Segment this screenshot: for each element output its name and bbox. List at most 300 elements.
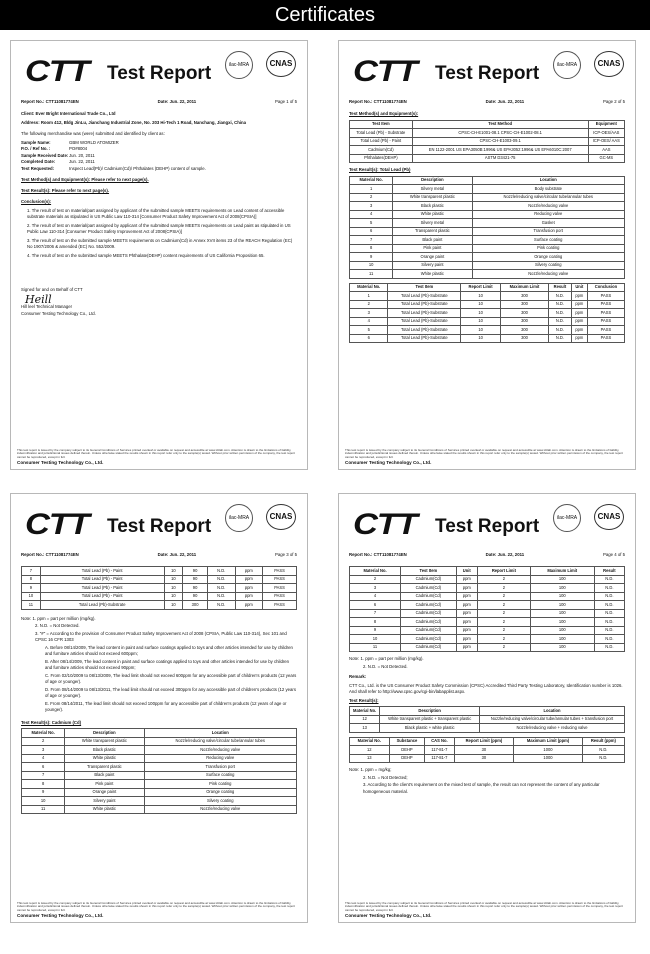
table-cell: Surface coating bbox=[472, 236, 625, 245]
ctt-logo: CTT bbox=[353, 55, 417, 88]
table-cell: Nozzle/reducing valve/circular tube/annular tubes + transfusion port bbox=[480, 715, 625, 724]
note-line: 2. N.D. = Not Detected. bbox=[35, 623, 80, 628]
table-cell: Silvery paint bbox=[393, 261, 472, 270]
table-cell: Total Lead (Pb) - Paint bbox=[40, 584, 164, 593]
table-cell: 4 bbox=[350, 210, 393, 219]
table-header-cell: Description bbox=[380, 707, 480, 716]
report-title: Test Report bbox=[435, 63, 540, 84]
table-cell: Total Lead (Pb) - Paint bbox=[350, 137, 413, 146]
table-header-cell: Material No. bbox=[350, 283, 388, 292]
table-cell: 10 bbox=[22, 592, 41, 601]
table-cell: Nozzle/reducing valve bbox=[472, 202, 625, 211]
table-cell: White plastic bbox=[65, 805, 144, 814]
table-cell: ppm bbox=[456, 601, 477, 610]
ilac-logo: ilac-MRA bbox=[225, 504, 253, 532]
table-cell: 2 bbox=[350, 193, 393, 202]
table-cell: 1000 bbox=[514, 754, 582, 763]
table-cell: N.D. bbox=[549, 334, 572, 343]
table-cell: N.D. bbox=[594, 609, 624, 618]
field-row: P.O. / Ref No. : PO#8004 bbox=[21, 146, 88, 151]
table-cell: Nozzle/reducing valve/circular tube/annular tubes bbox=[144, 737, 297, 746]
table-cell: ppm bbox=[235, 575, 262, 584]
table-cell: 8 bbox=[350, 244, 393, 253]
table-cell: ICP-OES/ AAS bbox=[588, 137, 624, 146]
table-cell: ppm bbox=[235, 592, 262, 601]
lead-results-table bbox=[349, 283, 625, 344]
note-line: 4. The result of test on the submitted sample MEETS Phthalate(DEHP) content requirements of US California Proposition 65. bbox=[27, 252, 265, 258]
table-cell: PASS bbox=[587, 326, 624, 335]
table-cell: White transparent plastic bbox=[65, 737, 144, 746]
report-title: Test Report bbox=[107, 516, 212, 537]
certificate-page-2[interactable] bbox=[338, 40, 636, 470]
field-row: Completed Date: Jun. 22, 2011 bbox=[21, 159, 95, 164]
table-cell: 7 bbox=[350, 609, 401, 618]
table-row bbox=[350, 253, 625, 262]
ilac-logo: ilac-MRA bbox=[553, 51, 581, 79]
table-row bbox=[350, 609, 625, 618]
table-header-cell: Material No. bbox=[350, 707, 380, 716]
table-cell: 30 bbox=[454, 746, 514, 755]
table-cell: 300 bbox=[500, 334, 548, 343]
table-cell: 1 bbox=[350, 292, 388, 301]
table-cell: Orange coating bbox=[144, 788, 297, 797]
table-header-cell: Substance bbox=[389, 737, 425, 746]
table-cell: PASS bbox=[263, 575, 297, 584]
table-cell: PASS bbox=[587, 309, 624, 318]
table-cell: 13 bbox=[350, 724, 380, 733]
table-cell: Silvery paint bbox=[65, 797, 144, 806]
report-header bbox=[11, 41, 307, 95]
table-header-cell: Test Item bbox=[401, 567, 457, 576]
table-cell: 7 bbox=[22, 771, 65, 780]
table-cell: Black plastic + white plastic bbox=[380, 724, 480, 733]
table-cell: 10 bbox=[461, 309, 501, 318]
table-cell: N.D. bbox=[594, 592, 624, 601]
table-cell: Pink coating bbox=[472, 244, 625, 253]
table-cell: 9 bbox=[22, 584, 41, 593]
table-row bbox=[350, 202, 625, 211]
table-cell: ppm bbox=[456, 584, 477, 593]
table-cell: Cadmium(Cd) bbox=[350, 146, 413, 155]
table-row bbox=[350, 227, 625, 236]
table-cell: N.D. bbox=[207, 592, 235, 601]
report-header bbox=[11, 494, 307, 548]
table-cell: 90 bbox=[183, 592, 208, 601]
table-cell: 100 bbox=[530, 618, 594, 627]
table-cell: Nozzle/reducing valve bbox=[144, 746, 297, 755]
table-header-cell: Test Method bbox=[412, 120, 588, 129]
table-row bbox=[22, 780, 297, 789]
table-cell: ppm bbox=[571, 317, 587, 326]
table-cell: PASS bbox=[587, 292, 624, 301]
note-line: 2. N.D. = Not Detected. bbox=[363, 663, 408, 669]
table-cell: N.D. bbox=[549, 300, 572, 309]
table-cell: Cadmium(Cd) bbox=[401, 584, 457, 593]
table-cell: Nozzle/reducing valve/circular tube/annular tubes bbox=[472, 193, 625, 202]
table-cell: 10 bbox=[164, 567, 183, 576]
table-cell: 10 bbox=[461, 326, 501, 335]
table-cell: N.D. bbox=[207, 584, 235, 593]
note-line: 3. "#" = According to the provision of Consumer Product Safety Improvement Act of 2008 (CPSIA, Public Law 110-314), Sec 101 and CPSC 16 CFR 1303 bbox=[35, 630, 287, 642]
table-row bbox=[350, 326, 625, 335]
table-header-cell: Material No. bbox=[22, 729, 65, 738]
table-row bbox=[350, 618, 625, 627]
note-line: Note: 1. ppm = part per million (mg/kg). bbox=[21, 615, 96, 621]
table-cell: Nozzle/reducing valve + reducing valve bbox=[480, 724, 625, 733]
table-cell: Total Lead (Pb)-Substrate bbox=[388, 326, 461, 335]
table-cell: 100 bbox=[530, 584, 594, 593]
note-line: Note: 1. ppm = mg/kg; bbox=[349, 767, 392, 772]
table-row bbox=[22, 797, 297, 806]
field-row: Test Requested: Inspect Lead(Pb)/ Cadmium(Cd)/ Phthalates (DEHP) content of sample. bbox=[21, 165, 206, 171]
table-cell: N.D. bbox=[207, 601, 235, 610]
table-row bbox=[350, 575, 625, 584]
table-cell: 11 bbox=[22, 805, 65, 814]
table-cell: White transparent plastic + transparent plastic bbox=[380, 715, 480, 724]
table-cell: Cadmium(Cd) bbox=[401, 609, 457, 618]
table-header-cell: Description bbox=[65, 729, 144, 738]
table-row bbox=[22, 567, 297, 576]
table-cell: 10 bbox=[461, 300, 501, 309]
table-cell: White plastic bbox=[393, 210, 472, 219]
table-cell: Black plastic bbox=[65, 746, 144, 755]
table-header-cell: Material No. bbox=[350, 567, 401, 576]
table-header-cell: Conclusion bbox=[587, 283, 624, 292]
table-header-row bbox=[350, 737, 625, 746]
table-cell: PASS bbox=[587, 334, 624, 343]
report-header bbox=[339, 494, 635, 548]
table-cell: Total Lead (Pb)-Substrate bbox=[40, 601, 164, 610]
table-cell: 5 bbox=[350, 326, 388, 335]
table-cell: Transfusion port bbox=[144, 763, 297, 772]
note-line: 1. The result of test on material/part assigned by applicant of the submitted sample MEETS requirements on Lead content of accessible substrate materials as stipulated in US Public Law 110-314 [Consumer Product Safety Improvement Act of 2008(CPSIA)] bbox=[27, 207, 285, 219]
table-cell: Silvery coating bbox=[144, 797, 297, 806]
table-cell: N.D. bbox=[582, 746, 624, 755]
table-cell: 100 bbox=[530, 609, 594, 618]
table-cell: PASS bbox=[587, 300, 624, 309]
table-cell: 10 bbox=[461, 292, 501, 301]
table-cell: Total Lead (Pb) - Paint bbox=[40, 575, 164, 584]
table-cell: N.D. bbox=[549, 309, 572, 318]
certificate-page-1[interactable] bbox=[10, 40, 308, 470]
table-cell: ppm bbox=[571, 326, 587, 335]
table-cell: N.D. bbox=[594, 584, 624, 593]
table-cell: ppm bbox=[456, 643, 477, 652]
table-cell: Cadmium(Cd) bbox=[401, 635, 457, 644]
certificate-page-3[interactable] bbox=[10, 493, 308, 923]
table-cell: ASTM D3421-75 bbox=[412, 154, 588, 163]
table-cell: 100 bbox=[530, 635, 594, 644]
report-meta: Report No.: CTT11081774EN Date: Jun. 22, 2011 Page 1 of 5 bbox=[21, 99, 297, 104]
table-cell: PASS bbox=[263, 592, 297, 601]
table-cell: 3 bbox=[22, 746, 65, 755]
ctt-logo: CTT bbox=[25, 508, 89, 541]
table-cell: 4 bbox=[350, 592, 401, 601]
table-cell: 10 bbox=[350, 261, 393, 270]
table-cell: Pink paint bbox=[65, 780, 144, 789]
table-row bbox=[350, 317, 625, 326]
table-cell: Reducing valve bbox=[144, 754, 297, 763]
table-cell: Silvery coating bbox=[472, 261, 625, 270]
table-cell: DEHP bbox=[389, 746, 425, 755]
table-cell: Total Lead (Pb)-Substrate bbox=[388, 292, 461, 301]
table-cell: 117-81-7 bbox=[425, 754, 454, 763]
table-cell: 6 bbox=[22, 763, 65, 772]
table-cell: Cadmium(Cd) bbox=[401, 618, 457, 627]
table-cell: ppm bbox=[456, 609, 477, 618]
table-row bbox=[22, 737, 297, 746]
table-cell: N.D. bbox=[594, 626, 624, 635]
table-row bbox=[350, 334, 625, 343]
table-header-cell: Material No. bbox=[350, 737, 390, 746]
table-cell: PASS bbox=[587, 317, 624, 326]
table-cell: Transparent plastic bbox=[393, 227, 472, 236]
table-cell: 2 bbox=[477, 575, 530, 584]
table-header-cell: Unit bbox=[571, 283, 587, 292]
table-row bbox=[22, 805, 297, 814]
report-title: Test Report bbox=[435, 516, 540, 537]
table-cell: Total Lead (Pb)-Substrate bbox=[388, 309, 461, 318]
note-line: D. From 08/14/2009 to 08/13/2011, The lead limit should not exceed 300ppm for any accessible part of children's products (12 years of age or younger). bbox=[45, 686, 296, 698]
cadmium-results-table bbox=[349, 566, 625, 652]
table-cell: Black plastic bbox=[393, 202, 472, 211]
table-row bbox=[350, 270, 625, 279]
table-cell: N.D. bbox=[549, 292, 572, 301]
table-row bbox=[350, 219, 625, 228]
table-cell: Transparent plastic bbox=[65, 763, 144, 772]
table-cell: 2 bbox=[477, 643, 530, 652]
table-row bbox=[22, 592, 297, 601]
table-cell: 3 bbox=[350, 309, 388, 318]
table-cell: 8 bbox=[350, 618, 401, 627]
table-cell: ICP-OES/AAS bbox=[588, 129, 624, 138]
table-row bbox=[350, 292, 625, 301]
table-row bbox=[350, 626, 625, 635]
table-cell: N.D. bbox=[207, 567, 235, 576]
field-row: Sample Received Date: Jun. 20, 2011 bbox=[21, 152, 95, 158]
table-cell: 1000 bbox=[514, 746, 582, 755]
table-cell: 300 bbox=[500, 326, 548, 335]
ilac-logo: ilac-MRA bbox=[225, 51, 253, 79]
table-row bbox=[350, 185, 625, 194]
table-cell: GC-MS bbox=[588, 154, 624, 163]
report-meta: Report No.: CTT11081774EN Date: Jun. 22, 2011 Page 2 of 5 bbox=[349, 99, 625, 104]
table-cell: 2 bbox=[477, 618, 530, 627]
page-body: Material No. Test Item Unit Report Limit Maximum Limit Result 2 Cadmium(Cd) ppm 2 100 N.D. 3 Cadmium(Cd) ppm 2 100 N.D. 4 Cadmium(Cd) ppm 2 100 N.D. 6 Cadmium(Cd) ppm 2 100 N.D. 7 Cadmium(Cd) ppm 2 100 N.D. 8 Cadmium(Cd) ppm 2 100 N.D. 9 Cadmium(Cd) ppm 2 100 N.D. 10 Cadmium(Cd) ppm 2 100 N.D. 11 Cadmium(Cd) ppm 2 100 N.D. Note: 1. ppm = part per million (mg/kg). 2. N.D. = Not Detected. Remark: CTT Co., Ltd. is the US Consumer Product Safety Commission (CPSC) Accredited Third Party Testing Laboratory, Identification number is 1026. And shall refer to http://www.cpsc.gov/cgi-bin/labapplist.aspx. Test Result(s): Material No. Description Location 12 White transparent plastic + transparent plastic Nozzle/reducing valve/circular tube/annular tubes + transfusion port 13 Black plastic + white plastic Nozzle/reducing valve + reducing valve Material No. Substance CAS No. Report Limit (ppm) Maximum Limit (ppm) Result (ppm) 12 DEHP 117-81-7 30 1000 N.D. 13 DEHP 117-81-7 30 1000 N.D. Note: 1. ppm = mg/kg; 2. N.D. = Not Detected; 3. According to the client's requirement on the mixed test of sample, the result can not represent the content of any particular homogeneous material. bbox=[349, 564, 625, 796]
note-line: C. From 02/10/2009 to 08/13/2009, The lead limit should not exceed 600ppm for any accessible part of children's products (12 years of age or younger). bbox=[45, 672, 297, 684]
table-cell: N.D. bbox=[594, 643, 624, 652]
table-cell: DEHP bbox=[389, 754, 425, 763]
lead-results-table bbox=[21, 566, 297, 610]
table-cell: 7 bbox=[350, 236, 393, 245]
table-cell: ppm bbox=[235, 601, 262, 610]
table-cell: 300 bbox=[500, 317, 548, 326]
table-cell: ppm bbox=[456, 618, 477, 627]
table-cell: 10 bbox=[350, 635, 401, 644]
table-cell: 10 bbox=[461, 317, 501, 326]
table-cell: 13 bbox=[350, 754, 390, 763]
table-cell: Surface coating bbox=[144, 771, 297, 780]
certificate-page-4[interactable] bbox=[338, 493, 636, 923]
table-cell: Total Lead (Pb)-Substrate bbox=[388, 334, 461, 343]
table-row bbox=[350, 746, 625, 755]
table-cell: ppm bbox=[571, 300, 587, 309]
table-header-cell: Result (ppm) bbox=[582, 737, 624, 746]
table-row bbox=[350, 146, 625, 155]
table-header-cell: Test Item bbox=[350, 120, 413, 129]
table-row bbox=[350, 154, 625, 163]
table-cell: 12 bbox=[350, 746, 390, 755]
table-header-cell: Maximum Limit bbox=[530, 567, 594, 576]
table-cell: 11 bbox=[22, 601, 41, 610]
note-line: B. After 08/14/2009, The lead content in paint and surface coatings applied to toys and other articles intended for use by children and furniture articles should not exceed 90ppm; bbox=[45, 658, 290, 670]
table-header-cell: Location bbox=[472, 176, 625, 185]
note-line: 2. N.D. = Not Detected; bbox=[363, 774, 408, 780]
ctt-logo: CTT bbox=[25, 55, 89, 88]
table-cell: N.D. bbox=[549, 317, 572, 326]
report-title: Test Report bbox=[107, 63, 212, 84]
table-header-row bbox=[350, 176, 625, 185]
table-cell: Black paint bbox=[393, 236, 472, 245]
footer: This test report is issued by the company subject to its General Conditions of Services printed overleaf or available on request and accessible at www.cttlab.com. Attention is drawn to the limitations of liability, indemnification and jurisdictional issues defined therein. Unless otherwise stated the results shown in this report refer only to the sample(s) tested. Without prior written permission of the company, the test report cannot be reproduced, except in full. Consumer Testing Technology Co., Ltd. bbox=[345, 900, 623, 919]
cnas-logo: CNAS bbox=[594, 504, 624, 530]
table-cell: N.D. bbox=[207, 575, 235, 584]
signature: Heill bbox=[25, 292, 52, 306]
table-cell: AAS bbox=[588, 146, 624, 155]
table-cell: N.D. bbox=[594, 601, 624, 610]
table-header-cell: Test Item bbox=[388, 283, 461, 292]
materials-table bbox=[349, 176, 625, 279]
table-cell: Gasket bbox=[472, 219, 625, 228]
table-cell: White plastic bbox=[393, 270, 472, 279]
table-cell: Phthalates(DEHP) bbox=[350, 154, 413, 163]
table-cell: PASS bbox=[263, 601, 297, 610]
table-cell: 8 bbox=[22, 575, 41, 584]
table-row bbox=[350, 300, 625, 309]
table-row bbox=[22, 754, 297, 763]
table-cell: ppm bbox=[571, 334, 587, 343]
table-cell: Transfusion port bbox=[472, 227, 625, 236]
table-cell: 2 bbox=[477, 592, 530, 601]
table-row bbox=[350, 724, 625, 733]
table-cell: EN 1122-2001 US EPA3050B:1996& US EPA3052:1996& US EPA6010C:2007 bbox=[412, 146, 588, 155]
note-line: 3. According to the client's requirement on the mixed test of sample, the result can not represent the content of any particular homogeneous material. bbox=[363, 782, 600, 794]
table-cell: 11 bbox=[350, 643, 401, 652]
table-cell: 100 bbox=[530, 592, 594, 601]
ilac-logo: ilac-MRA bbox=[553, 504, 581, 532]
table-row bbox=[350, 643, 625, 652]
table-cell: 10 bbox=[164, 575, 183, 584]
table-cell: CPSC-CH-E1001-08.1 CPSC-CH-E1002-08.1 bbox=[412, 129, 588, 138]
table-row bbox=[22, 771, 297, 780]
table-cell: 90 bbox=[183, 567, 208, 576]
table-cell: 300 bbox=[500, 292, 548, 301]
table-cell: N.D. bbox=[582, 754, 624, 763]
table-cell: 2 bbox=[477, 635, 530, 644]
table-cell: White transparent plastic bbox=[393, 193, 472, 202]
table-cell: Cadmium(Cd) bbox=[401, 575, 457, 584]
table-header-cell: Result bbox=[549, 283, 572, 292]
table-cell: Cadmium(Cd) bbox=[401, 601, 457, 610]
table-cell: Body substrate bbox=[472, 185, 625, 194]
table-header-cell: Material No. bbox=[350, 176, 393, 185]
table-cell: 6 bbox=[350, 227, 393, 236]
table-cell: ppm bbox=[456, 575, 477, 584]
table-cell: 10 bbox=[22, 797, 65, 806]
table-cell: Total Lead (Pb)-Substrate bbox=[388, 300, 461, 309]
table-cell: CPSC-CH-E1003-09.1 bbox=[412, 137, 588, 146]
table-cell: Total Lead (Pb)-Substrate bbox=[388, 317, 461, 326]
dehp-results-table bbox=[349, 737, 625, 764]
table-header-cell: Maximum Limit bbox=[500, 283, 548, 292]
table-cell: Nozzle/reducing valve bbox=[144, 805, 297, 814]
table-cell: 10 bbox=[461, 334, 501, 343]
table-cell: 300 bbox=[500, 300, 548, 309]
table-cell: ppm bbox=[235, 567, 262, 576]
table-cell: Cadmium(Cd) bbox=[401, 626, 457, 635]
table-cell: 2 bbox=[350, 575, 401, 584]
table-cell: 3 bbox=[350, 202, 393, 211]
table-row bbox=[22, 575, 297, 584]
table-row bbox=[350, 715, 625, 724]
table-cell: 10 bbox=[164, 601, 183, 610]
footer: This test report is issued by the company subject to its General Conditions of Services printed overleaf or available on request and accessible at www.cttlab.com. Attention is drawn to the limitations of liability, indemnification and jurisdictional issues defined therein. Unless otherwise stated the results shown in this report refer only to the sample(s) tested. Without prior written permission of the company, the test report cannot be reproduced, except in full. Consumer Testing Technology Co., Ltd. bbox=[345, 447, 623, 466]
table-cell: Reducing valve bbox=[472, 210, 625, 219]
ctt-logo: CTT bbox=[353, 508, 417, 541]
table-cell: 300 bbox=[500, 309, 548, 318]
table-row bbox=[350, 309, 625, 318]
cnas-logo: CNAS bbox=[266, 504, 296, 530]
table-header-cell: CAS No. bbox=[425, 737, 454, 746]
footer: This test report is issued by the company subject to its General Conditions of Services printed overleaf or available on request and accessible at www.cttlab.com. Attention is drawn to the limitations of liability, indemnification and jurisdictional issues defined therein. Unless otherwise stated the results shown in this report refer only to the sample(s) tested. Without prior written permission of the company, the test report cannot be reproduced, except in full. Consumer Testing Technology Co., Ltd. bbox=[17, 447, 295, 466]
table-cell: Orange paint bbox=[65, 788, 144, 797]
table-row bbox=[22, 788, 297, 797]
table-cell: N.D. bbox=[594, 575, 624, 584]
table-row bbox=[350, 137, 625, 146]
table-cell: Pink paint bbox=[393, 244, 472, 253]
table-cell: ppm bbox=[456, 592, 477, 601]
table-row bbox=[350, 193, 625, 202]
table-cell: 100 bbox=[530, 626, 594, 635]
table-cell: ppm bbox=[571, 292, 587, 301]
table-cell: 90 bbox=[183, 584, 208, 593]
table-header-cell: Report Limit bbox=[461, 283, 501, 292]
table-row bbox=[350, 129, 625, 138]
table-row bbox=[350, 236, 625, 245]
table-cell: Silvery metal bbox=[393, 185, 472, 194]
table-cell: 2 bbox=[477, 584, 530, 593]
table-cell: ppm bbox=[571, 309, 587, 318]
table-header-cell: Report Limit bbox=[477, 567, 530, 576]
page-body: Test Method(s) and Equipment(s): Test Item Test Method Equipment Total Lead (Pb) - Substrate CPSC-CH-E1001-08.1 CPSC-CH-E1002-08.1 ICP-OES/AAS Total Lead (Pb) - Paint CPSC-CH-E1003-09.1 ICP-OES/ AAS Cadmium(Cd) EN 1122-2001 US EPA3050B:1996& US EPA3052:1996& US EPA6010C:2007 AAS Phthalates(DEHP) ASTM D3421-75 GC-MS Test Result(s): Total Lead (Pb) Material No. Description Location 1 Silvery metal Body substrate 2 White transparent plastic Nozzle/reducing valve/circular tube/annular tubes 3 Black plastic Nozzle/reducing valve 4 White plastic Reducing valve 5 Silvery metal Gasket 6 Transparent plastic Transfusion port 7 Black paint Surface coating 8 Pink paint Pink coating 9 Orange paint Orange coating 10 Silvery paint Silvery coating 11 White plastic Nozzle/reducing valve Material No. Test Item Report Limit Maximum Limit Result Unit Conclusion 1 Total Lead (Pb)-Substrate 10 300 N.D. ppm PASS 2 Total Lead (Pb)-Substrate 10 300 N.D. ppm PASS 3 Total Lead (Pb)-Substrate 10 300 N.D. ppm PASS 4 Total Lead (Pb)-Substrate 10 300 N.D. ppm PASS 5 Total Lead (Pb)-Substrate 10 300 N.D. ppm PASS 6 Total Lead (Pb)-Substrate 10 300 N.D. ppm PASS bbox=[349, 111, 625, 347]
table-cell: Total Lead (Pb) - Paint bbox=[40, 567, 164, 576]
table-cell: N.D. bbox=[549, 326, 572, 335]
table-header-row bbox=[22, 729, 297, 738]
table-header-cell: Location bbox=[480, 707, 625, 716]
table-header-cell: Description bbox=[393, 176, 472, 185]
banner: Certificates bbox=[0, 0, 650, 30]
table-row bbox=[350, 210, 625, 219]
table-header-cell: Report Limit (ppm) bbox=[454, 737, 514, 746]
table-cell: ppm bbox=[235, 584, 262, 593]
table-cell: ppm bbox=[456, 635, 477, 644]
table-cell: 10 bbox=[164, 584, 183, 593]
table-cell: 6 bbox=[350, 601, 401, 610]
table-cell: 2 bbox=[477, 601, 530, 610]
table-cell: Orange coating bbox=[472, 253, 625, 262]
note-line: 2. The result of test on material/part assigned by applicant of the submitted sample MEETS requirements on Lead paint as stipulated in US Public Law 110-314 [Consumer Product Safety Improvement Act of 2008(CPSIA)] bbox=[27, 222, 291, 234]
table-header-cell: Location bbox=[144, 729, 297, 738]
